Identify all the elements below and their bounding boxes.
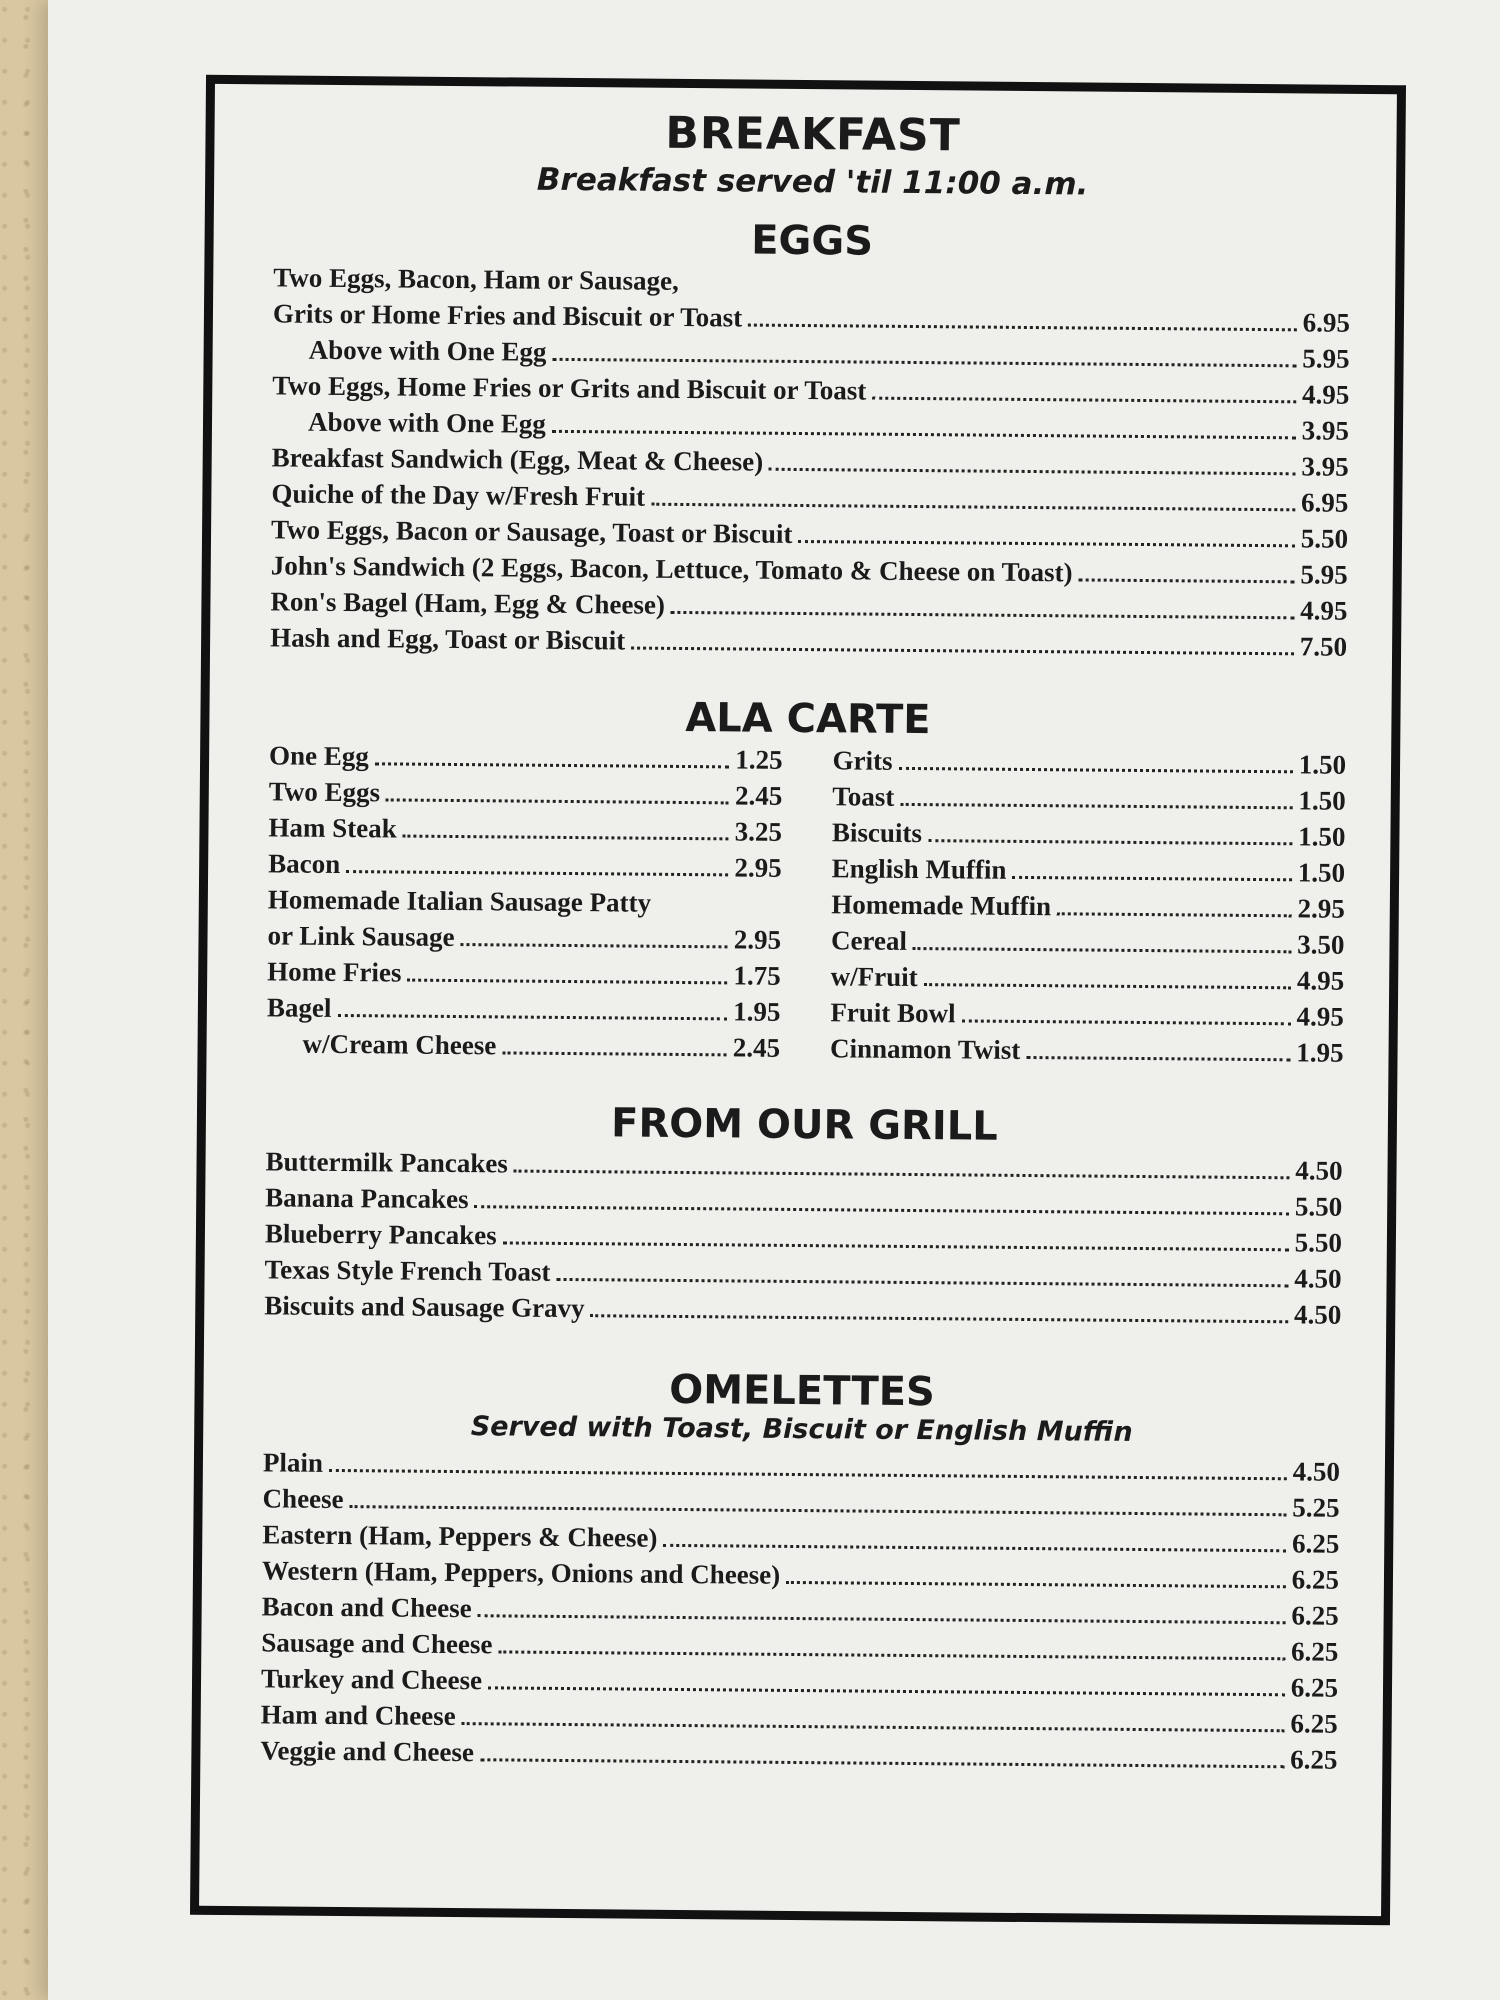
menu-item-row <box>266 1025 780 1065</box>
dot-leader <box>503 1241 1289 1251</box>
menu-item-row <box>267 953 781 993</box>
menu-item-price: 3.50 <box>1297 929 1345 960</box>
menu-item-price: 1.50 <box>1297 857 1346 888</box>
menu-item-label: Two Eggs, Bacon, Ham or Sausage, <box>273 262 679 296</box>
menu-item-label: w/Cream Cheese <box>302 1028 497 1061</box>
omelettes-list <box>260 1444 1340 1777</box>
menu-item-price: 2.95 <box>734 852 782 883</box>
menu-item-label: Biscuits and Sausage Gravy <box>264 1290 585 1324</box>
menu-item-price: 5.95 <box>1302 343 1350 374</box>
menu-item-price: 3.25 <box>734 816 783 847</box>
dot-leader <box>514 1170 1289 1180</box>
menu-item-label: Two Eggs <box>268 776 381 808</box>
menu-item-price: 5.50 <box>1294 1227 1343 1258</box>
menu-item-label: Veggie and Cheese <box>260 1735 475 1768</box>
menu-item-label: Ham Steak <box>268 812 397 844</box>
ala-carte-right-column <box>830 742 1346 1070</box>
menu-item-price: 1.25 <box>735 744 783 775</box>
dot-leader <box>403 835 729 841</box>
dot-leader <box>748 324 1296 332</box>
menu-item-price: 2.95 <box>1297 893 1345 924</box>
menu-item-label: Banana Pancakes <box>265 1182 469 1215</box>
dot-leader <box>346 870 728 876</box>
menu-item-label: Home Fries <box>267 956 402 988</box>
dot-leader <box>663 1544 1286 1552</box>
menu-item-label: Western (Ham, Peppers, Onions and Cheese) <box>261 1555 781 1590</box>
menu-item-label: Bacon <box>268 848 341 879</box>
menu-item-label: Biscuits <box>831 817 923 849</box>
ala-carte-left-column <box>266 737 782 1065</box>
dot-leader <box>462 1722 1285 1732</box>
menu-item-price: 4.50 <box>1295 1155 1343 1186</box>
dot-leader <box>407 979 727 985</box>
menu-item-row <box>268 809 782 849</box>
dot-leader <box>329 1469 1287 1480</box>
menu-item-label: English Muffin <box>831 853 1007 885</box>
dot-leader <box>386 798 729 804</box>
menu-item-label: Sausage and Cheese <box>261 1627 493 1660</box>
menu-item-price: 6.25 <box>1291 1564 1340 1595</box>
dot-leader <box>1012 876 1291 881</box>
dot-leader <box>872 397 1296 404</box>
menu-item-label: Bacon and Cheese <box>261 1591 472 1624</box>
dot-leader <box>350 1505 1287 1516</box>
menu-item-price: 4.50 <box>1294 1263 1342 1294</box>
dot-leader <box>631 647 1294 656</box>
dot-leader <box>498 1650 1285 1660</box>
menu-item-price: 2.45 <box>732 1032 781 1063</box>
dot-leader <box>962 1019 1291 1025</box>
menu-item-price: 6.25 <box>1290 1708 1338 1739</box>
menu-item-label: Buttermilk Pancakes <box>265 1146 508 1179</box>
menu-item-price: 6.25 <box>1290 1744 1338 1775</box>
menu-item-label: Turkey and Cheese <box>260 1663 483 1696</box>
dot-leader <box>480 1758 1284 1768</box>
menu-item-price: 3.95 <box>1301 415 1350 446</box>
menu-item-label: Above with One Egg <box>308 334 547 367</box>
breakfast-title: BREAKFAST <box>665 107 961 162</box>
ala-carte-title: ALA CARTE <box>685 695 931 744</box>
menu-item-label: Cheese <box>262 1483 344 1515</box>
menu-item-price: 1.75 <box>733 960 781 991</box>
menu-item-label: Plain <box>262 1447 324 1478</box>
dot-leader <box>337 1014 727 1020</box>
menu-item-label: Cinnamon Twist <box>829 1033 1021 1065</box>
menu-item-price: 7.50 <box>1299 631 1348 662</box>
menu-item-row <box>830 1030 1344 1070</box>
menu-item-row <box>831 958 1345 998</box>
menu-item-price: 4.95 <box>1300 595 1348 626</box>
menu-item-row <box>269 773 783 813</box>
menu-item-row <box>267 989 781 1029</box>
dot-leader <box>502 1051 727 1056</box>
menu-item-price: 6.95 <box>1302 307 1351 338</box>
eggs-title: EGGS <box>751 217 874 265</box>
menu-item-label: Ham and Cheese <box>260 1699 456 1732</box>
dot-leader <box>913 947 1291 953</box>
menu-item-label: Grits or Home Fries and Biscuit or Toast <box>272 298 743 333</box>
menu-item-price: 4.95 <box>1296 965 1345 996</box>
menu-item-label: Hash and Egg, Toast or Biscuit <box>270 622 626 656</box>
dot-leader <box>900 803 1292 809</box>
grill-title: FROM OUR GRILL <box>610 1100 998 1150</box>
dot-leader <box>651 503 1295 512</box>
dot-leader <box>924 983 1291 989</box>
menu-item-label: Toast <box>832 781 895 812</box>
omelettes-title: OMELETTES <box>669 1366 936 1416</box>
menu-item-row <box>268 845 782 885</box>
menu-item-price: 6.25 <box>1290 1672 1339 1703</box>
dot-leader <box>474 1205 1288 1215</box>
dot-leader <box>1026 1056 1290 1061</box>
menu-item-price: 1.95 <box>1296 1037 1344 1068</box>
dot-leader <box>671 611 1294 619</box>
menu-item-label: Texas Style French Toast <box>264 1254 551 1287</box>
menu-item-label: Cereal <box>830 925 908 956</box>
dot-leader <box>552 358 1296 367</box>
dot-leader <box>478 1614 1286 1624</box>
dot-leader <box>488 1686 1285 1696</box>
dot-leader <box>461 943 728 948</box>
menu-frame <box>190 75 1406 1925</box>
menu-item-row <box>832 814 1346 854</box>
menu-item-row <box>267 917 781 957</box>
menu-item-label: Eastern (Ham, Peppers & Cheese) <box>262 1519 658 1553</box>
dot-leader <box>591 1314 1288 1323</box>
menu-item-price: 6.25 <box>1290 1636 1339 1667</box>
menu-item-label: Two Eggs, Bacon or Sausage, Toast or Biscuit <box>270 514 793 549</box>
menu-item-price: 5.50 <box>1300 523 1349 554</box>
menu-item-label: Breakfast Sandwich (Egg, Meat & Cheese) <box>271 442 764 477</box>
menu-item-label: Ron's Bagel (Ham, Egg & Cheese) <box>270 586 666 620</box>
menu-item-price: 1.95 <box>733 996 781 1027</box>
menu-item-price: 3.95 <box>1301 451 1349 482</box>
dot-leader <box>1079 578 1295 583</box>
menu-item-label: or Link Sausage <box>267 920 455 953</box>
menu-item-label: John's Sandwich (2 Eggs, Bacon, Lettuce, Tomato & Cheese on Toast) <box>270 550 1073 588</box>
menu-item-price: 2.95 <box>733 924 782 955</box>
menu-item-row <box>832 778 1346 818</box>
menu-item-label: Bagel <box>266 992 332 1023</box>
menu-item-price: 5.25 <box>1292 1492 1340 1523</box>
dot-leader <box>928 839 1292 845</box>
menu-item-price: 4.50 <box>1292 1456 1341 1487</box>
eggs-list <box>270 259 1350 664</box>
dot-leader <box>375 762 729 768</box>
menu-item-label: Homemade Muffin <box>831 889 1052 922</box>
dot-leader <box>798 540 1294 547</box>
dot-leader <box>769 468 1295 476</box>
menu-item-label: Homemade Italian Sausage Patty <box>267 884 652 918</box>
menu-item-row <box>831 922 1345 962</box>
menu-item-label: w/Fruit <box>830 961 918 993</box>
menu-item-label: Quiche of the Day w/Fresh Fruit <box>271 478 646 512</box>
dot-leader <box>556 1278 1288 1287</box>
menu-item-row <box>831 886 1345 926</box>
menu-item-price: 6.25 <box>1291 1528 1340 1559</box>
menu-item-label: Two Eggs, Home Fries or Grits and Biscuit or Toast <box>272 370 867 406</box>
dot-leader <box>899 767 1293 773</box>
dot-leader <box>1057 912 1292 917</box>
menu-item-price: 5.95 <box>1300 559 1348 590</box>
dot-leader <box>552 430 1296 439</box>
menu-item-price: 6.25 <box>1291 1600 1339 1631</box>
menu-item-row <box>830 994 1344 1034</box>
menu-item-price: 2.45 <box>734 780 783 811</box>
menu-item-price: 1.50 <box>1298 785 1346 816</box>
menu-item-label: Blueberry Pancakes <box>264 1218 497 1251</box>
grill-list <box>264 1143 1343 1332</box>
menu-item-row <box>269 737 783 777</box>
menu-item-price: 4.95 <box>1301 379 1350 410</box>
menu-item-price: 4.50 <box>1293 1299 1342 1330</box>
dot-leader <box>786 1581 1286 1588</box>
menu-item-label: Above with One Egg <box>307 406 546 439</box>
menu-item-label: Grits <box>832 745 893 776</box>
menu-content <box>260 84 1352 1777</box>
menu-item-row <box>268 881 782 921</box>
menu-item-label: Fruit Bowl <box>830 997 956 1029</box>
menu-item-price: 1.50 <box>1298 749 1347 780</box>
breakfast-subtitle: Breakfast served 'til 11:00 a.m. <box>536 161 1089 203</box>
omelettes-subtitle: Served with Toast, Biscuit or English Muffin <box>470 1411 1133 1448</box>
menu-item-price: 6.95 <box>1300 487 1349 518</box>
menu-item-row <box>832 742 1346 782</box>
ala-carte-columns <box>266 737 1346 1070</box>
menu-item-price: 1.50 <box>1298 821 1346 852</box>
menu-item-price: 5.50 <box>1294 1191 1343 1222</box>
menu-item-row <box>831 850 1345 890</box>
menu-item-price: 4.95 <box>1296 1001 1345 1032</box>
menu-item-label: One Egg <box>268 740 370 772</box>
menu-paper <box>48 0 1500 2000</box>
